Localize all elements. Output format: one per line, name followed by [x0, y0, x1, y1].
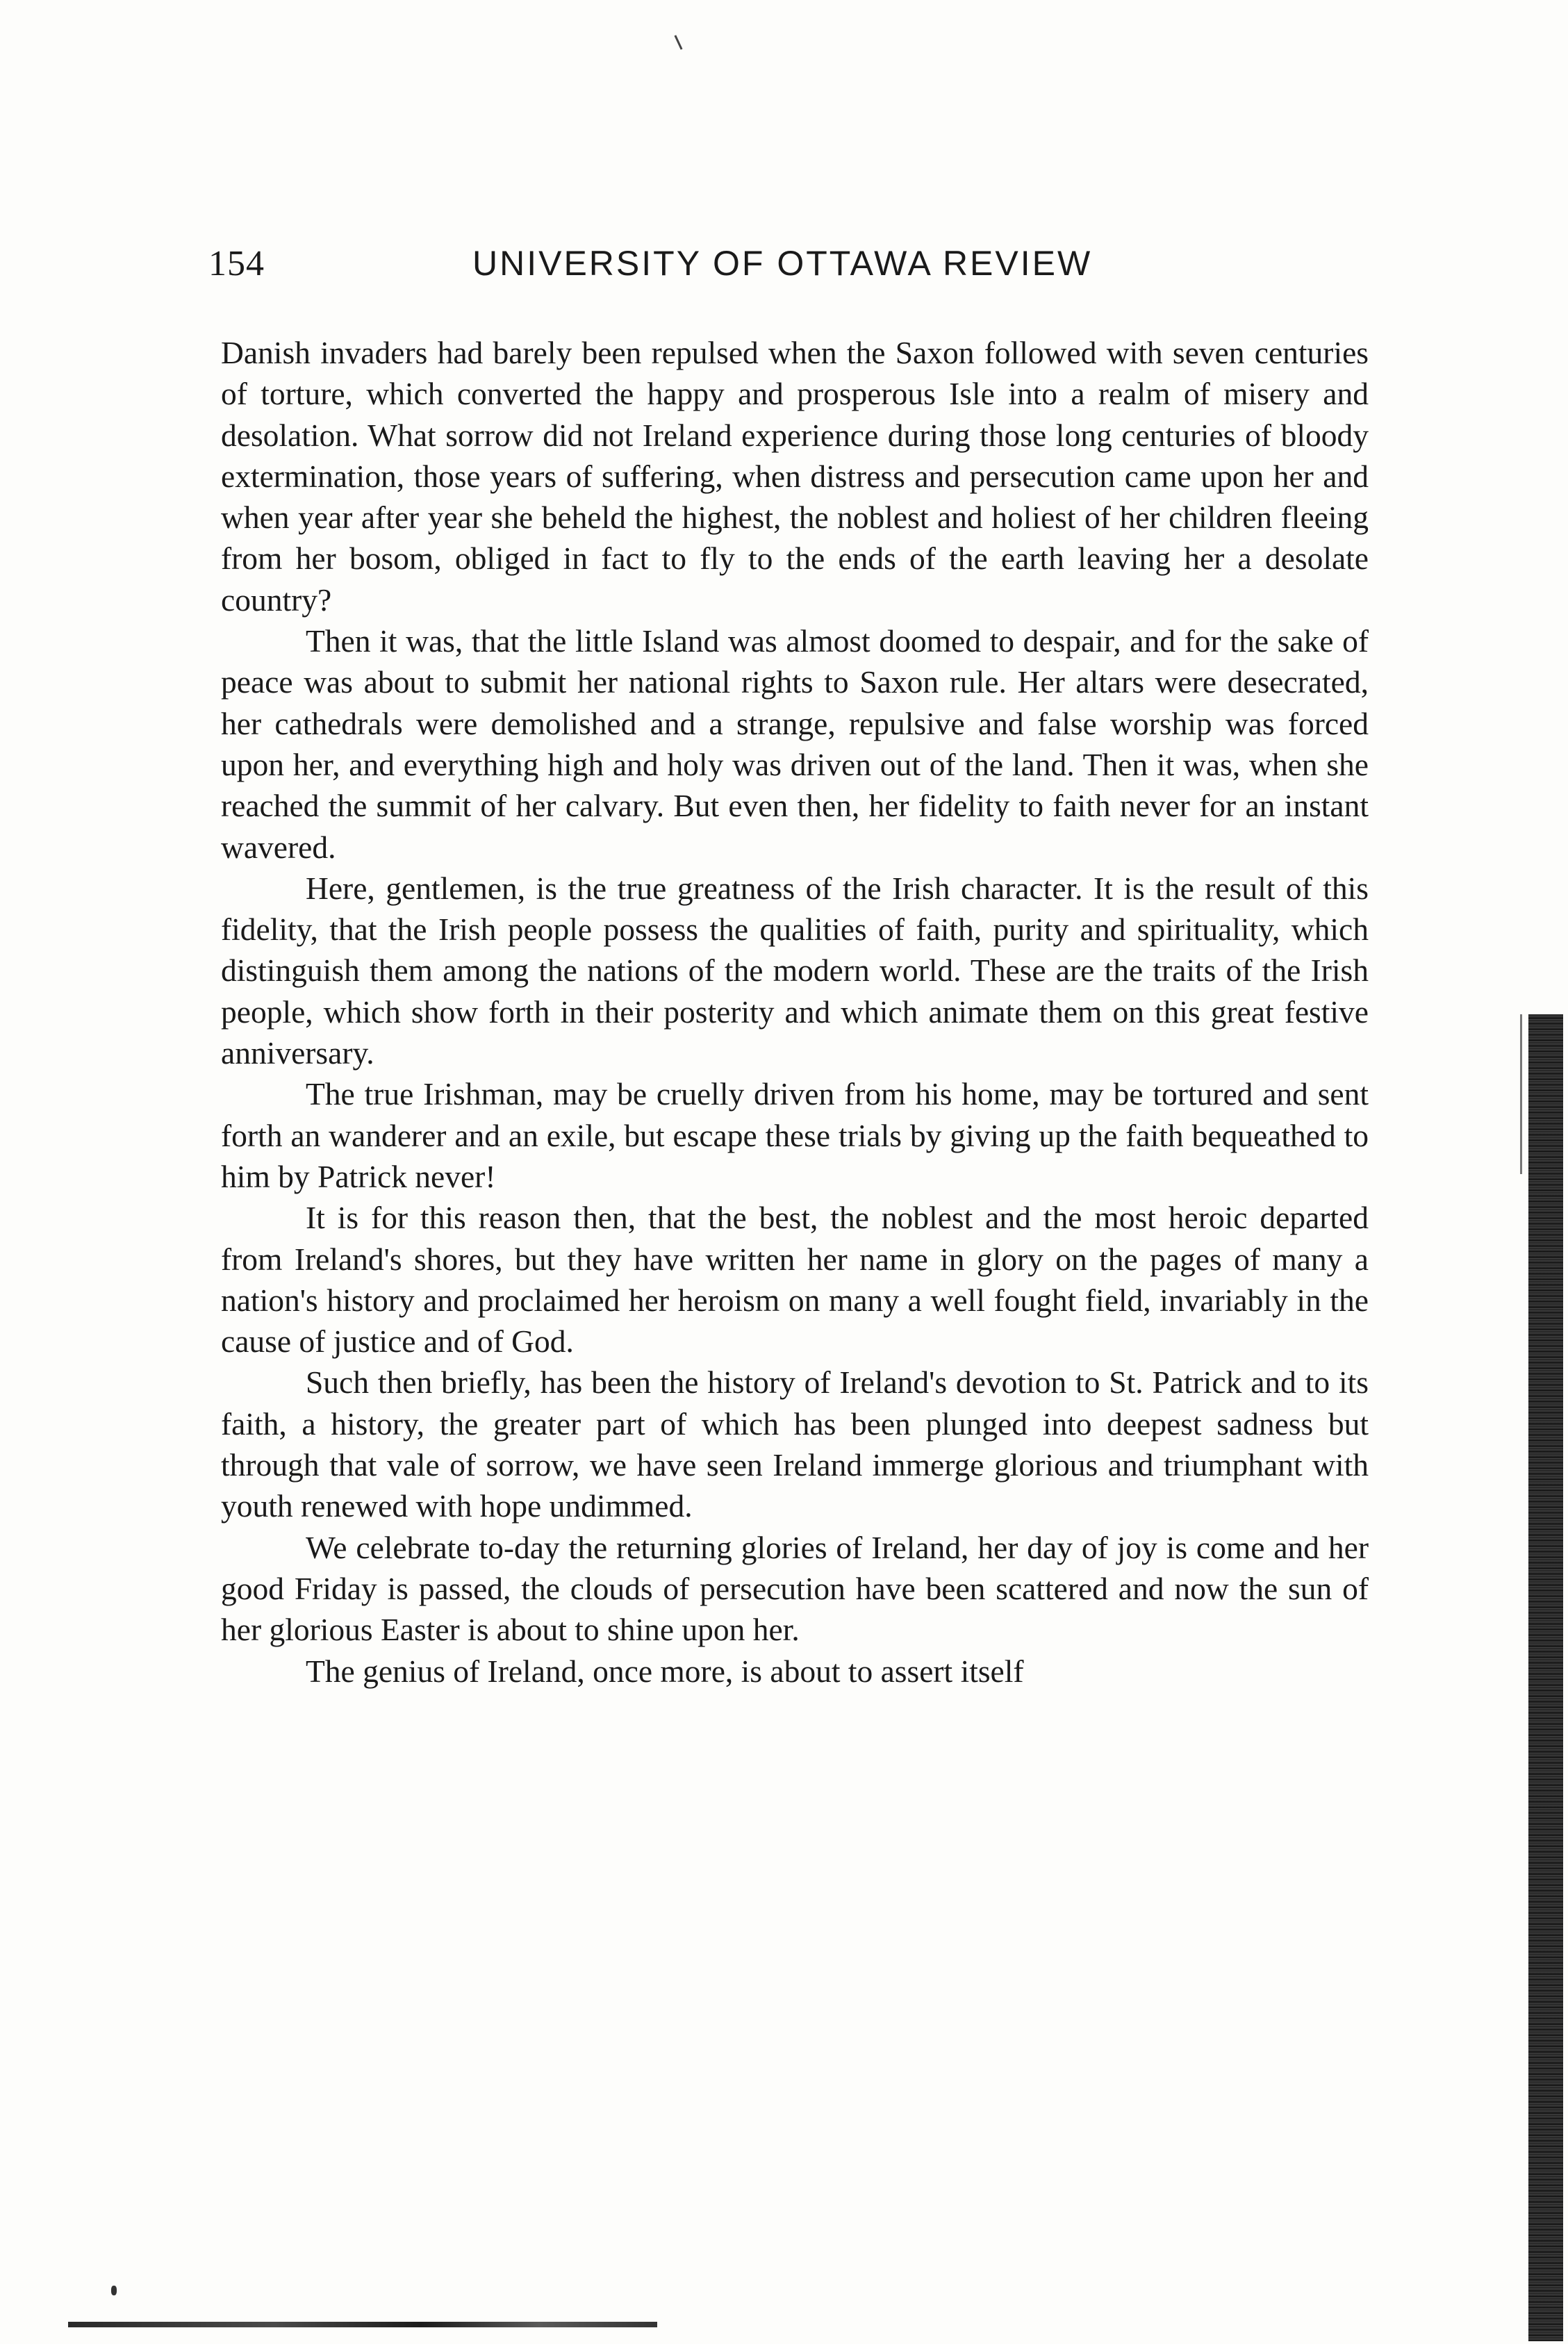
body-text	[221, 332, 1369, 1692]
paragraph-5: It is for this reason then, that the best, the noblest and the most heroic departed from Ireland's shores, but they have written her name in glory on the pages of many a nation's history and proclaimed her heroism on many a well fought field, invariably in the cause of justice and of God.	[221, 1200, 1369, 1360]
ink-dot	[111, 2286, 117, 2295]
page-edge-shadow	[1528, 1014, 1563, 2341]
page-edge-line	[1520, 1014, 1522, 1174]
page-number: 154	[208, 244, 265, 283]
page-header	[208, 243, 1376, 292]
bottom-scan-rule	[68, 2322, 657, 2327]
paragraph-3: Here, gentlemen, is the true greatness of the Irish character. It is the result of this fidelity, that the Irish people possess the qualities of faith, purity and spirituality, which distinguish them among the nations of the modern world. These are the traits of the Irish people, which show forth in their posterity and which animate them on this great festive anniversary.	[221, 870, 1369, 1071]
paragraph-2: Then it was, that the little Island was almost doomed to despair, and for the sake of peace was about to submit her national rights to Saxon rule. Her altars were desecrated, her cathedrals were demolished and a strange, repulsive and false worship was forced upon her, and everything high and holy was driven out of the land. Then it was, when she reached the summit of her calvary. But even then, her fidelity to faith never for an instant wavered.	[221, 623, 1369, 865]
paragraph-8: The genius of Ireland, once more, is about to assert itself	[306, 1653, 1024, 1689]
paragraph-4: The true Irishman, may be cruelly driven from his home, may be tortured and sent forth an wanderer and an exile, but escape these trials by giving up the faith bequeathed to him by Patrick never!	[221, 1076, 1369, 1194]
paragraph-1: Danish invaders had barely been repulsed when the Saxon followed with seven centuries of torture, which converted the happy and prosperous Isle into a realm of misery and desolation. What sorrow did not Ireland experience during those long centuries of bloody extermination, those years of suffering, when distress and persecution came upon her and when year after year she beheld the highest, the noblest and holiest of her children fleeing from her bosom, obliged in fact to fly to the ends of the earth leaving her a desolate country?	[221, 335, 1369, 618]
ink-speck	[674, 35, 682, 49]
paragraph-6: Such then briefly, has been the history of Ireland's devotion to St. Patrick and to its faith, a history, the greater part of which has been plunged into deepest sadness but through that vale of sorrow, we have seen Ireland immerge glorious and triumphant with youth renewed with hope undimmed.	[221, 1364, 1369, 1524]
paragraph-7: We celebrate to-day the returning glories of Ireland, her day of joy is come and her good Friday is passed, the clouds of persecution have been scattered and now the sun of her glorious Easter is about to shine upon her.	[221, 1529, 1369, 1648]
running-title: UNIVERSITY OF OTTAWA REVIEW	[472, 244, 1093, 283]
